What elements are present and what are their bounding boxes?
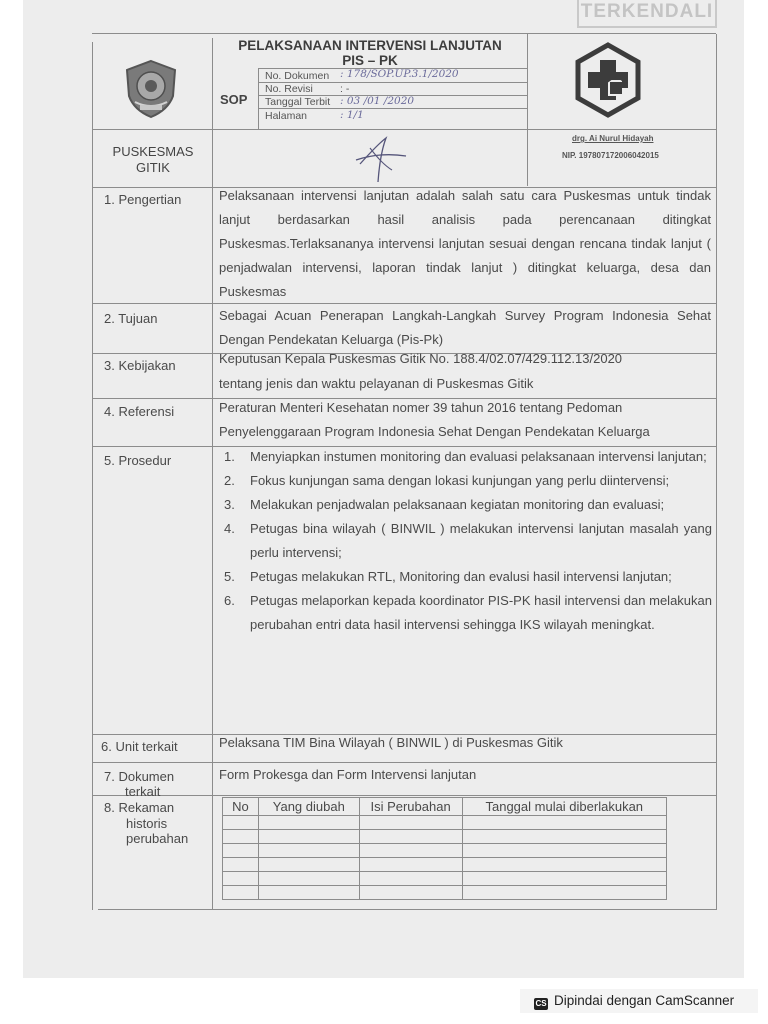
sop-fields-line4	[258, 108, 527, 109]
history-table	[222, 797, 667, 900]
field-label-halaman: Halaman	[265, 110, 308, 122]
label-kebijakan: 3. Kebijakan	[104, 358, 176, 373]
health-cross-logo	[570, 42, 646, 118]
label-dokumen-line2: terkait	[125, 784, 161, 799]
row6-bottom	[92, 762, 716, 763]
field-value-tanggal-terbit: : 03 /01 /2020	[340, 95, 415, 107]
step-number: 2.	[224, 473, 235, 488]
prosedur-steps	[224, 445, 712, 637]
table-border-right	[716, 34, 717, 910]
sop-fields-left	[258, 68, 259, 129]
text-referensi-line1: Peraturan Menteri Kesehatan nomer 39 tahun 2016 tentang Pedoman	[219, 400, 623, 415]
history-col-yang-diubah: Yang diubah	[258, 798, 359, 816]
label-dokumen-line1: 7. Dokumen	[104, 769, 175, 784]
district-logo	[120, 58, 182, 120]
text-kebijakan-line2: tentang jenis dan waktu pelayanan di Puskesmas Gitik	[219, 376, 534, 391]
table-border-top	[92, 33, 716, 34]
prosedur-step	[224, 493, 712, 517]
table-row	[223, 816, 667, 830]
label-pengertian: 1. Pengertian	[104, 192, 182, 207]
label-rekaman-line1: 8. Rekaman	[104, 800, 175, 815]
step-text: Fokus kunjungan sama dengan lokasi kunjungan yang perlu diintervensi;	[250, 473, 670, 488]
sop-title-line2: PIS – PK	[342, 53, 398, 68]
sop-label: SOP	[220, 92, 248, 107]
step-text: Petugas melaporkan kepada koordinator PIS-PK hasil intervensi dan melakukan perubahan entri data hasil intervensi sehingga IKS wilayah meningkat.	[250, 593, 712, 632]
camscanner-watermark	[520, 989, 758, 1013]
header-bottom-line	[92, 129, 716, 130]
table-row	[223, 858, 667, 872]
field-value-no-revisi: : -	[340, 83, 350, 95]
step-text: Petugas bina wilayah ( BINWIL ) melakukan intervensi lanjutan masalah yang perlu intervensi;	[250, 521, 712, 560]
step-number: 5.	[224, 569, 235, 584]
prosedur-step	[224, 445, 712, 469]
org-name-line1: PUSKESMAS	[112, 144, 194, 159]
history-col-tanggal: Tanggal mulai diberlakukan	[462, 798, 666, 816]
label-referensi: 4. Referensi	[104, 404, 175, 419]
label-prosedur: 5. Prosedur	[104, 453, 172, 468]
text-referensi-line2: Penyelenggaraan Program Indonesia Sehat Dengan Pendekatan Keluarga	[219, 424, 650, 439]
signer-name: drg. Ai Nurul Hidayah	[572, 134, 654, 143]
step-text: Petugas melakukan RTL, Monitoring dan evalusi hasil intervensi lanjutan;	[250, 569, 672, 584]
step-number: 1.	[224, 449, 235, 464]
label-rekaman-line2: historis	[126, 816, 168, 831]
table-border-bottom	[98, 909, 716, 910]
terkendali-stamp: TERKENDALI	[577, 0, 717, 28]
text-tujuan: Sebagai Acuan Penerapan Langkah-Langkah Survey Program Indonesia Sehat Dengan Pendekatan Keluarga (Pis-Pk)	[219, 308, 711, 347]
step-number: 3.	[224, 497, 235, 512]
text-unit-terkait: Pelaksana TIM Bina Wilayah ( BINWIL ) di Puskesmas Gitik	[219, 735, 563, 750]
text-pengertian: Pelaksanaan intervensi lanjutan adalah salah satu cara Puskesmas untuk tindak lanjut berdasarkan hasil analisis pada perencanaan ditingkat Puskesmas.Terlaksananya intervensi lanjutan sesuai dengan rencana tindak lanjut ( penjadwalan intervensi, laporan tindak lanjut ) ditingkat keluarga, desa dan Puskesmas	[219, 188, 711, 299]
step-text: Menyiapkan instumen monitoring dan evaluasi pelaksanaan intervensi lanjutan;	[250, 449, 707, 464]
signer-nip: NIP. 197807172006042015	[562, 151, 659, 160]
sop-title-line1: PELAKSANAAN INTERVENSI LANJUTAN	[238, 38, 502, 53]
step-number: 4.	[224, 521, 235, 536]
prosedur-step	[224, 589, 712, 637]
camscanner-text: Dipindai dengan CamScanner	[554, 993, 735, 1008]
label-rekaman-line3: perubahan	[126, 831, 189, 846]
field-value-no-dokumen: : 178/SOP.UP.3.1/2020	[340, 68, 459, 80]
org-name-line2: GITIK	[136, 160, 170, 175]
table-row	[223, 830, 667, 844]
row3-bottom	[92, 398, 716, 399]
field-label-no-revisi: No. Revisi	[265, 83, 313, 95]
field-label-tanggal-terbit: Tanggal Terbit	[265, 96, 331, 108]
history-col-isi-perubahan: Isi Perubahan	[359, 798, 462, 816]
history-col-no: No	[223, 798, 259, 816]
prosedur-step	[224, 469, 712, 493]
field-label-no-dokumen: No. Dokumen	[265, 70, 330, 82]
prosedur-step	[224, 517, 712, 565]
field-value-halaman: : 1/1	[340, 109, 364, 121]
signature	[350, 134, 410, 186]
row7-bottom	[92, 795, 716, 796]
table-row	[223, 844, 667, 858]
step-number: 6.	[224, 593, 235, 608]
table-row	[223, 886, 667, 900]
table-row	[223, 872, 667, 886]
text-dokumen-terkait: Form Prokesga dan Form Intervensi lanjutan	[219, 767, 477, 782]
step-text: Melakukan penjadwalan pelaksanaan kegiatan monitoring dan evaluasi;	[250, 497, 665, 512]
text-kebijakan-line1: Keputusan Kepala Puskesmas Gitik No. 188.4/02.07/429.112.13/2020	[219, 351, 623, 366]
col-divider-right-header	[527, 34, 528, 186]
prosedur-step	[224, 565, 712, 589]
label-tujuan: 2. Tujuan	[104, 311, 158, 326]
label-unit-terkait: 6. Unit terkait	[101, 739, 178, 754]
camscanner-icon: CS	[535, 999, 547, 1008]
